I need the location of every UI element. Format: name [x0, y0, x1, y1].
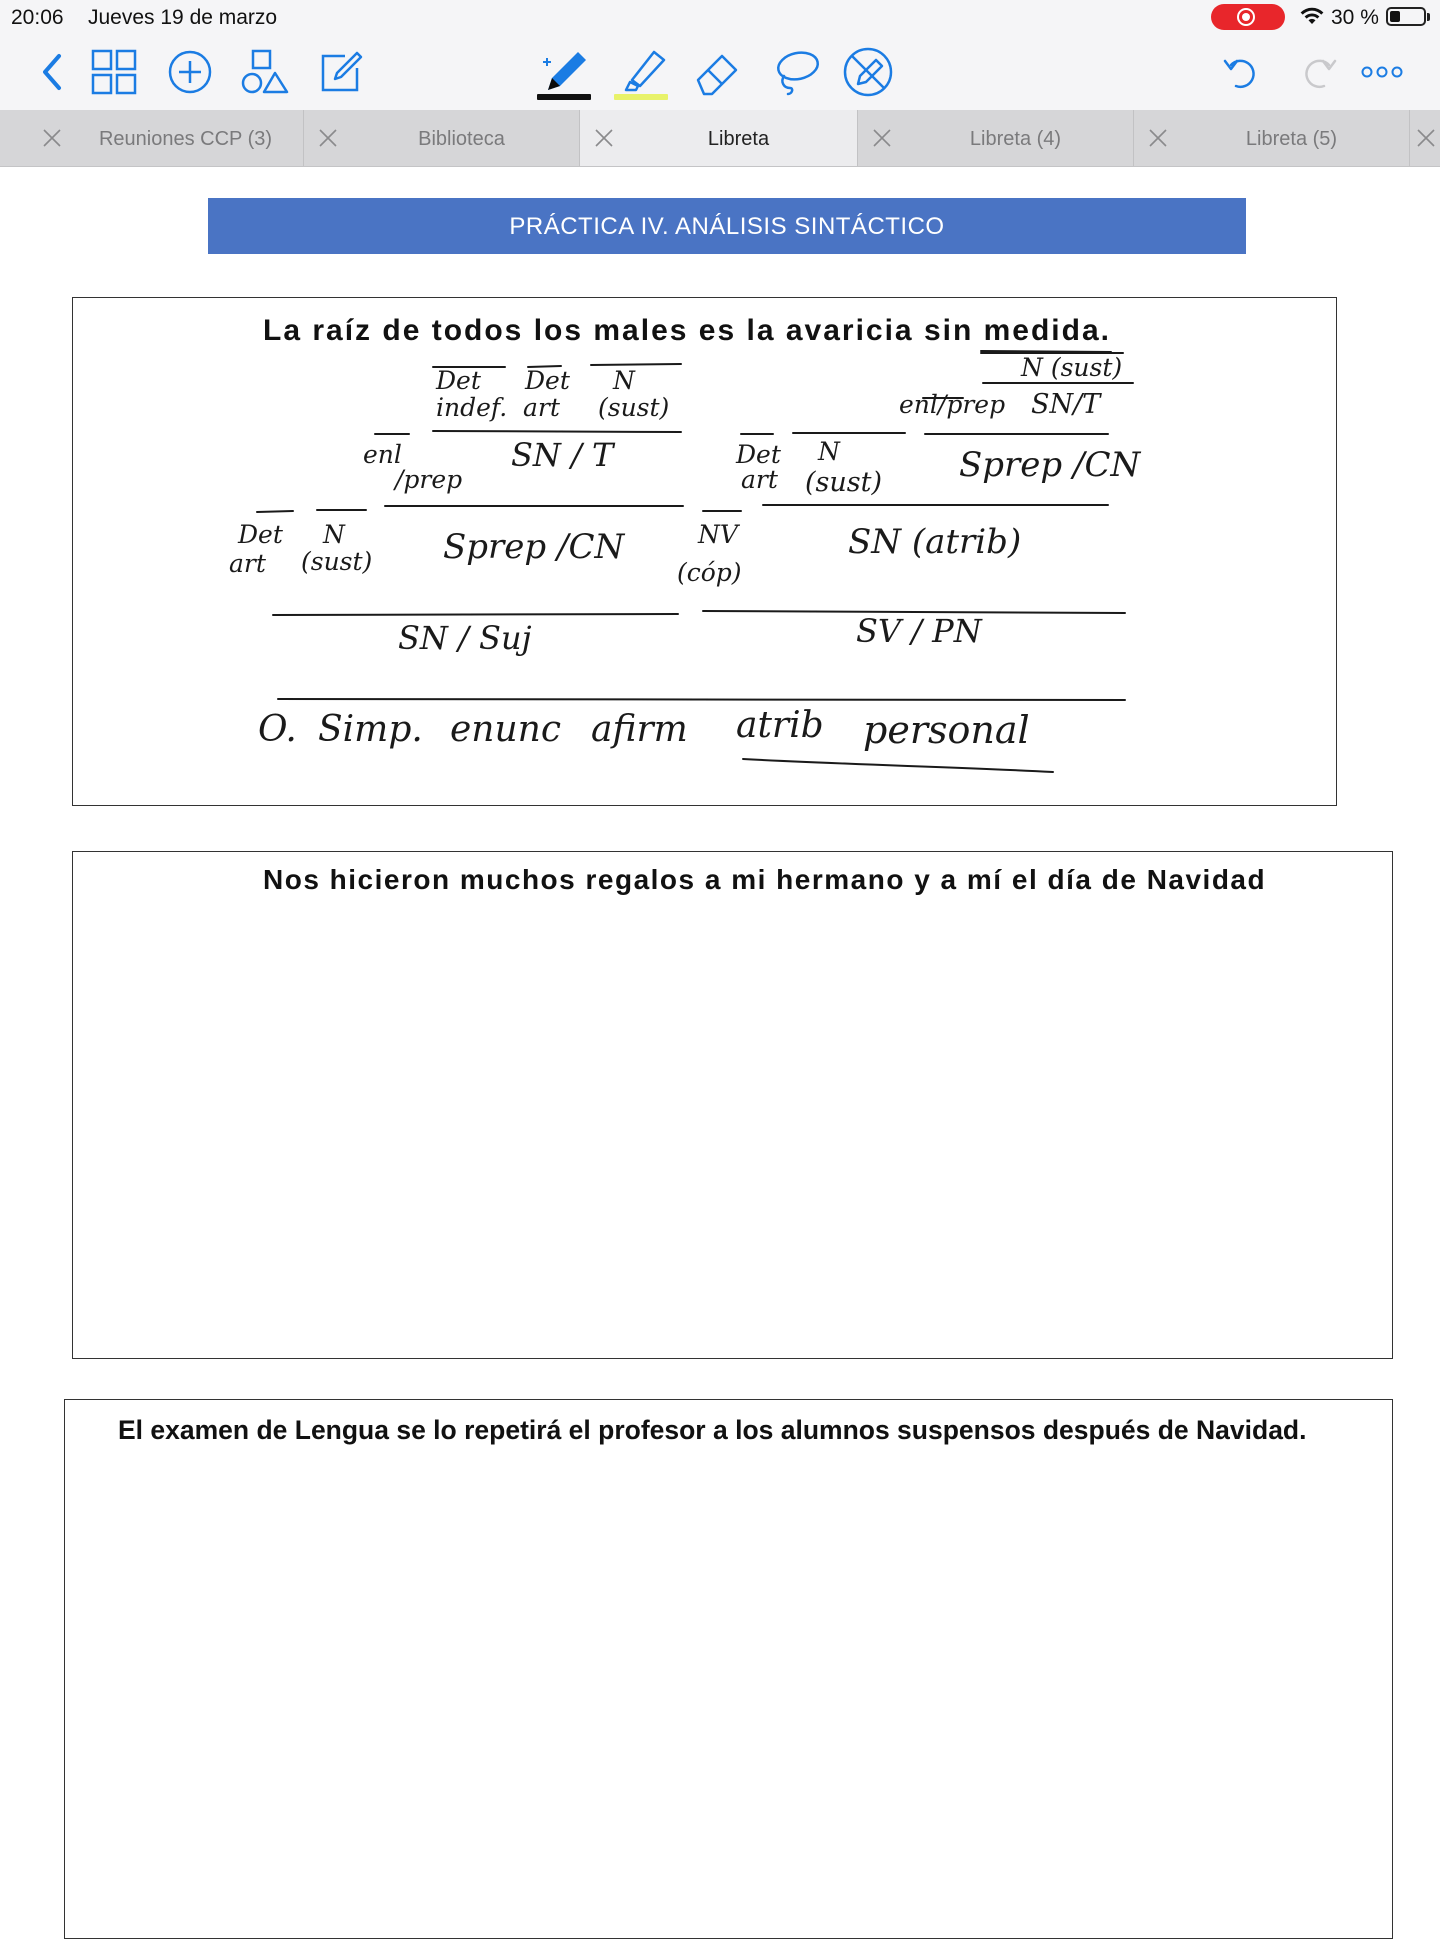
close-icon[interactable]	[592, 126, 616, 150]
class-atrib: atrib	[736, 705, 824, 746]
phrase-t2: SN/T	[1031, 389, 1101, 420]
back-button[interactable]	[34, 34, 70, 110]
eraser-tool-button[interactable]	[690, 34, 746, 110]
highlighter-icon	[616, 46, 668, 98]
undo-button[interactable]	[1220, 34, 1264, 110]
lasso-tool-button[interactable]	[766, 34, 826, 110]
tag-la-art-2: art	[229, 549, 266, 578]
tag-males-2: (sust)	[598, 393, 670, 422]
handwritten-analysis	[73, 298, 1338, 807]
tab-bar	[0, 110, 1440, 167]
close-icon[interactable]	[40, 126, 64, 150]
status-time: 20:06	[11, 6, 64, 29]
class-personal: personal	[863, 708, 1030, 752]
class-o: O.	[258, 709, 297, 750]
add-button[interactable]	[166, 34, 214, 110]
class-afirm: afirm	[591, 709, 688, 750]
tab-label: Biblioteca	[418, 128, 505, 150]
edit-icon	[319, 50, 363, 94]
phrase-cn2: Sprep /CN	[959, 445, 1141, 485]
tab-libreta[interactable]	[580, 110, 858, 166]
shapes-icon	[241, 49, 289, 95]
pen-icon	[538, 46, 590, 98]
tag-es-2: (cóp)	[677, 558, 742, 587]
tab-reuniones-ccp[interactable]	[28, 110, 304, 166]
tab-label: Libreta	[707, 128, 770, 150]
toolbar	[0, 34, 1440, 110]
grid-icon	[91, 49, 137, 95]
grid-view-button[interactable]	[90, 34, 138, 110]
pen-color-indicator	[537, 94, 591, 100]
tab-label: Reuniones CCP (3)	[98, 128, 273, 150]
tag-avaricia-1: N	[818, 437, 840, 466]
exercise-box-3[interactable]	[64, 1399, 1393, 1939]
lasso-icon	[770, 48, 822, 96]
exercise-sentence: La raíz de todos los males es la avaricia sin medida.	[263, 314, 1111, 347]
edit-button[interactable]	[318, 34, 364, 110]
exercise-sentence: El examen de Lengua se lo repetirá el profesor a los alumnos suspensos después de Navidad.	[118, 1415, 1307, 1445]
phrase-cn1: Sprep /CN	[443, 527, 625, 567]
tag-males-1: N	[613, 366, 635, 395]
battery-level	[1390, 11, 1400, 22]
eraser-icon	[694, 48, 742, 96]
close-icon[interactable]	[316, 126, 340, 150]
class-simp: Simp.	[318, 709, 423, 750]
exercise-box-2[interactable]	[72, 851, 1393, 1359]
redo-icon	[1299, 53, 1337, 91]
tag-de-1: enl	[363, 440, 402, 469]
tag-raiz-1: N	[323, 520, 345, 549]
tab-label: Libreta (4)	[969, 128, 1062, 150]
tag-de-2: /prep	[395, 465, 463, 494]
tag-la-art-1: Det	[238, 520, 283, 549]
back-icon	[41, 53, 63, 91]
close-icon[interactable]	[1414, 126, 1438, 150]
tag-los-2: art	[523, 393, 560, 422]
battery-percentage: 30 %	[1331, 6, 1379, 29]
tag-sin: enl/prep	[899, 390, 1006, 419]
status-bar	[0, 0, 1440, 34]
highlighter-color-indicator	[614, 94, 668, 100]
more-icon	[1361, 65, 1403, 79]
close-icon[interactable]	[1146, 126, 1170, 150]
phrase-suj: SN / Suj	[398, 619, 532, 657]
screen-recording-indicator[interactable]	[1211, 4, 1285, 30]
tab-biblioteca[interactable]	[304, 110, 580, 166]
tag-medida: N (sust)	[1021, 353, 1123, 382]
tag-la-1: Det	[736, 440, 781, 469]
tag-raiz-2: (sust)	[301, 547, 373, 576]
tag-todos-2: indef.	[436, 393, 508, 422]
tag-es-1: NV	[698, 520, 738, 549]
document-title: PRÁCTICA IV. ANÁLISIS SINTÁCTICO	[208, 198, 1246, 254]
redo-button[interactable]	[1296, 34, 1340, 110]
tag-avaricia-2: (sust)	[805, 467, 883, 498]
class-enunc: enunc	[450, 709, 562, 750]
exercise-sentence: Nos hicieron muchos regalos a mi hermano y a mí el día de Navidad	[263, 864, 1267, 895]
more-button[interactable]	[1360, 34, 1404, 110]
tag-todos-1: Det	[436, 366, 481, 395]
disable-pencil-button[interactable]	[840, 34, 896, 110]
battery-nub	[1427, 13, 1430, 21]
tag-la-2: art	[741, 465, 778, 494]
close-icon[interactable]	[870, 126, 894, 150]
disable-pencil-icon	[842, 46, 894, 98]
status-date: Jueves 19 de marzo	[88, 6, 278, 29]
tag-los-1: Det	[525, 366, 570, 395]
record-icon	[1237, 8, 1255, 26]
shapes-button[interactable]	[240, 34, 290, 110]
tab-libreta-5[interactable]	[1134, 110, 1410, 166]
battery-icon	[1386, 7, 1426, 26]
add-icon	[167, 49, 213, 95]
undo-icon	[1223, 53, 1261, 91]
wifi-icon	[1299, 6, 1325, 26]
tab-libreta-4[interactable]	[858, 110, 1134, 166]
exercise-box-1[interactable]	[72, 297, 1337, 806]
phrase-t1: SN / T	[511, 436, 614, 474]
phrase-atrib: SN (atrib)	[848, 522, 1022, 562]
tab-label: Libreta (5)	[1245, 128, 1338, 150]
phrase-pn: SV / PN	[856, 612, 982, 650]
